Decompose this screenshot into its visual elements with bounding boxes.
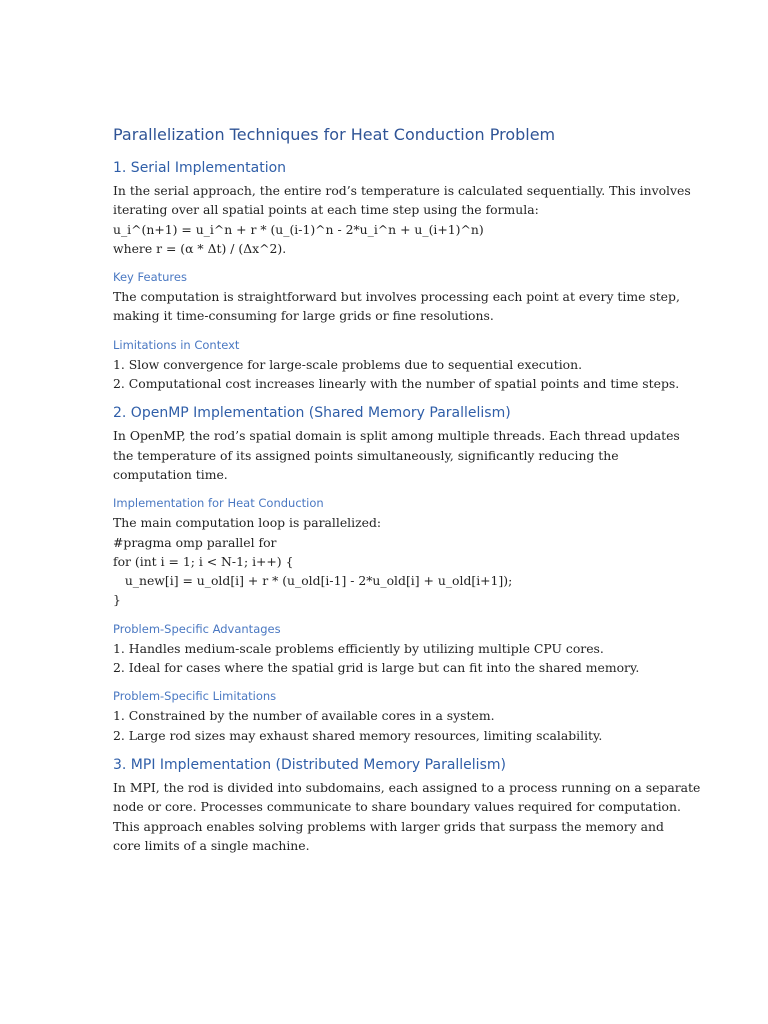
subsection-heading: Problem-Specific Limitations <box>113 689 277 704</box>
list-item: 1. Slow convergence for large-scale problems due to sequential execution. <box>113 356 583 372</box>
document-title: Parallelization Techniques for Heat Conduction Problem <box>113 125 556 144</box>
subsection-heading: Limitations in Context <box>113 337 240 352</box>
paragraph-line: computation time. <box>113 466 228 482</box>
paragraph-line: the temperature of its assigned points simultaneously, significantly reducing the <box>113 447 619 463</box>
formula-line: u_i^(n+1) = u_i^n + r * (u_(i-1)^n - 2*u_i^n + u_(i+1)^n) <box>113 221 484 237</box>
list-item: 2. Computational cost increases linearly with the number of spatial points and time steps. <box>113 376 680 392</box>
section-mpi <box>113 755 701 855</box>
code-line: } <box>113 592 121 608</box>
code-line: u_new[i] = u_old[i] + r * (u_old[i-1] - 2*u_old[i] + u_old[i+1]); <box>113 573 513 589</box>
section-heading: 2. OpenMP Implementation (Shared Memory Parallelism) <box>113 405 511 422</box>
paragraph-line: making it time-consuming for large grids or fine resolutions. <box>113 308 494 324</box>
paragraph-line: node or core. Processes communicate to share boundary values required for computation. <box>113 799 681 815</box>
list-item: 1. Constrained by the number of available cores in a system. <box>113 708 495 724</box>
paragraph-line: In MPI, the rod is divided into subdomains, each assigned to a process running on a separate <box>113 779 701 795</box>
paragraph-line: In OpenMP, the rod’s spatial domain is split among multiple threads. Each thread updates <box>113 428 680 444</box>
subsection-heading: Implementation for Heat Conduction <box>113 496 324 511</box>
subsection-heading: Key Features <box>113 270 187 285</box>
section-serial <box>113 158 691 393</box>
section-heading: 1. Serial Implementation <box>113 160 287 176</box>
section-heading: 3. MPI Implementation (Distributed Memory Parallelism) <box>113 756 506 773</box>
list-item: 2. Large rod sizes may exhaust shared memory resources, limiting scalability. <box>113 727 603 743</box>
document-page <box>113 124 701 866</box>
paragraph-line: This approach enables solving problems with larger grids that surpass the memory and <box>113 818 664 834</box>
list-item: 1. Handles medium-scale problems efficiently by utilizing multiple CPU cores. <box>113 640 604 656</box>
paragraph-line: In the serial approach, the entire rod’s temperature is calculated sequentially. This involves <box>113 183 691 198</box>
paragraph-line: The computation is straightforward but involves processing each point at every time step, <box>113 289 680 305</box>
paragraph-line: The main computation loop is parallelized: <box>113 515 382 531</box>
section-openmp <box>113 403 680 745</box>
list-item: 2. Ideal for cases where the spatial grid is large but can fit into the shared memory. <box>113 660 640 676</box>
code-line: for (int i = 1; i < N-1; i++) { <box>113 553 294 569</box>
code-line: #pragma omp parallel for <box>113 534 277 550</box>
paragraph-line: iterating over all spatial points at each time step using the formula: <box>113 202 539 218</box>
paragraph-line: core limits of a single machine. <box>113 837 310 853</box>
subsection-heading: Problem-Specific Advantages <box>113 621 281 636</box>
formula-line: where r = (α * Δt) / (Δx^2). <box>113 240 287 256</box>
